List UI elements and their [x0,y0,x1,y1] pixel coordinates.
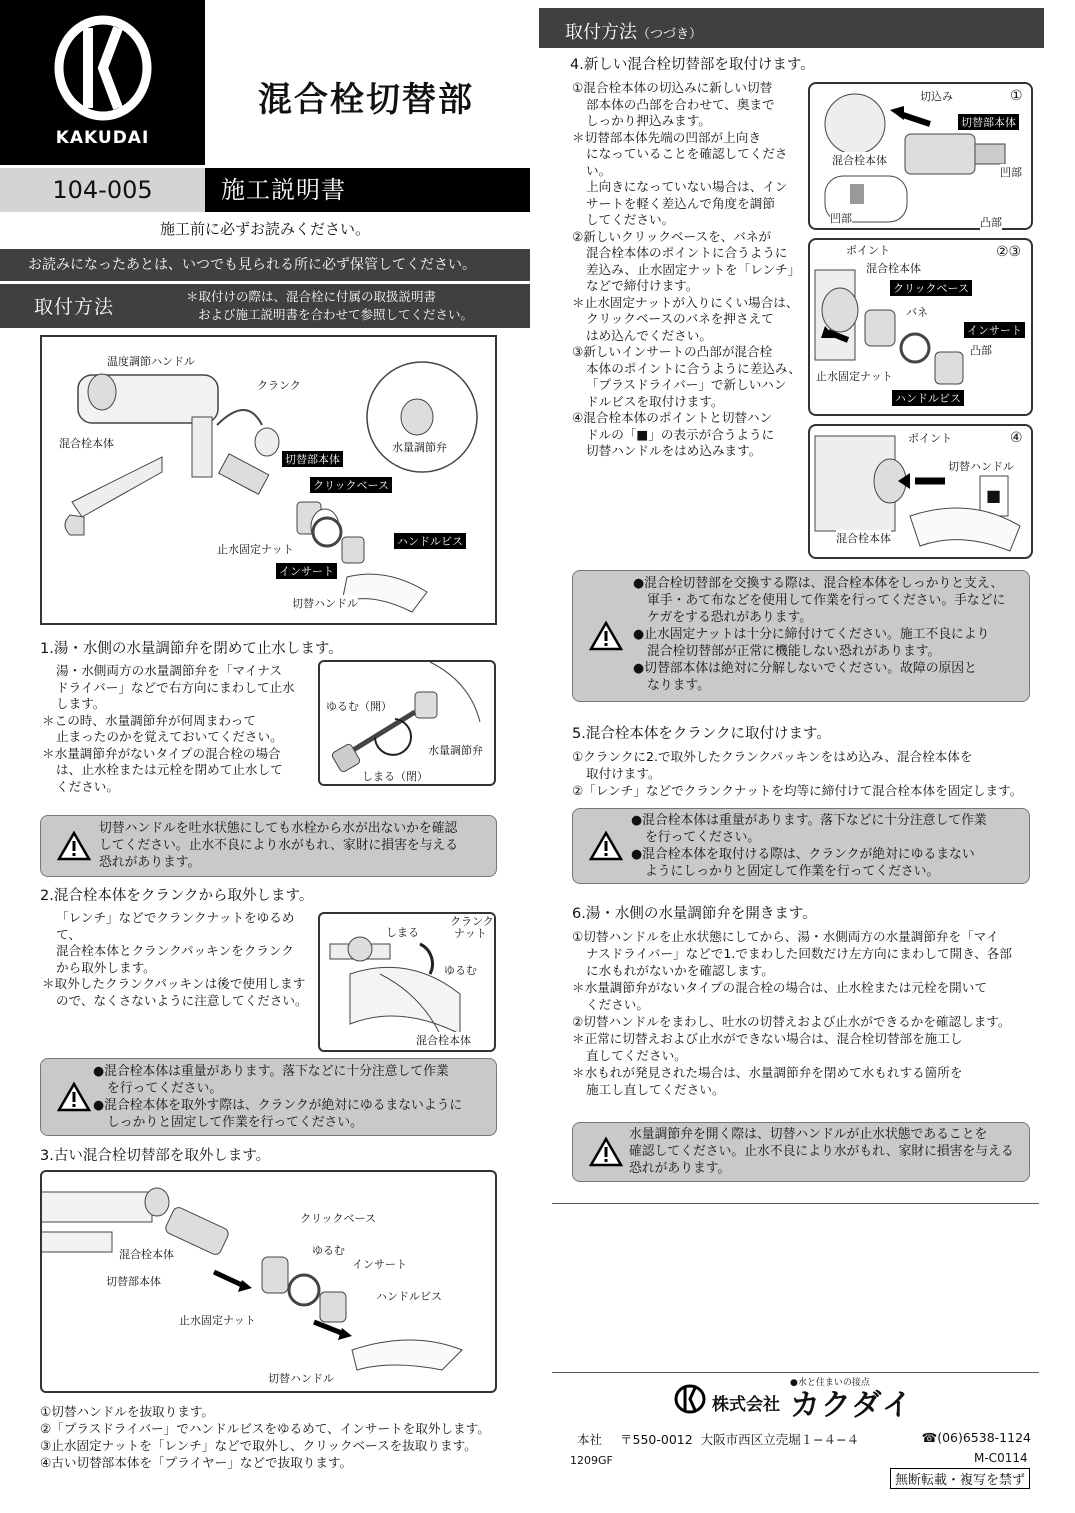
label-body: 混合栓本体 [416,1034,471,1047]
footer-address: 大阪市西区立売堀１−４−４ [700,1432,860,1447]
step6-text: ①切替ハンドルを止水状態にしてから、湯・水側両方の水量調節弁を「マイ ナスドライバー」などで1.でまわした回数だけ左方向にまわして開き、各部 に水もれがないかを確認します。 ＊水量調節弁がないタイプの混合栓の場合は、止水栓または元栓を開いて ください。 ②切替ハンドルをまわし、吐水の切替えおよび止水ができるかを確認します。 ＊正常に切替えおよび止水ができない場合は、混合栓切替部を施工し 直してください。 ＊水もれが発見された場合は、水量調節弁を閉めて水もれする箇所を 施工し直してください。 [572,929,1012,1097]
footer-version: 1209GF [570,1454,613,1467]
handle-mark: ■ [986,486,1002,505]
label-loosen: ゆるむ [444,964,477,977]
step4-figure-1 [808,82,1033,230]
label-recess-2: 凹部 [830,212,852,225]
step1-text: 湯・水側両方の水量調節弁を「マイナス ドライバー」などで右方向にまわして止水 します。 ＊この時、水量調節弁が何周まわって 止まったのかを覚えておいてください。 ＊水量調節弁がないタイプの混合栓の場合 は、止水栓または元栓を閉めて止水して ください。 [42,663,295,794]
label-body: 混合栓本体 [866,262,921,275]
step2-figure [318,912,496,1052]
warning-icon [57,831,91,861]
label-body: 混合栓本体 [832,154,887,167]
footer-company: カクダイ [790,1388,913,1423]
label-insert: インサート [352,1258,407,1271]
overview-diagram [40,335,497,625]
footer-hq: 本社 [577,1432,603,1447]
step3-title: 3.古い混合栓切替部を取外します。 [40,1148,271,1164]
footer-doc-code: M-C0114 [974,1451,1028,1465]
footer-company-prefix: 株式会社 [712,1395,780,1415]
warning-icon [589,1137,623,1167]
kakudai-logo-icon [0,0,205,130]
right-header-label: 取付方法 [565,22,637,43]
label-notch: 切込み [920,90,953,103]
doc-type: 施工説明書 [205,168,530,212]
kakudai-footer-logo-icon [672,1384,708,1414]
step2-title: 2.混合栓本体をクランクから取外します。 [40,888,314,904]
label-loosen: ゆるむ（開） [326,700,392,713]
label-tighten: しまる（閉） [362,770,428,783]
install-section-bar [0,284,530,328]
step1-warning: 切替ハンドルを吐水状態にしても水栓から水が出ないかを確認 してください。止水不良により水がもれ、家財に損害を与える 恐れがあります。 [40,815,497,877]
label-boss: 凸部 [980,216,1002,229]
label-body: 混合栓本体 [119,1248,174,1261]
label-handle: 切替ハンドル [948,460,1014,473]
step4-warning: ●混合栓切替部を交換する際は、混合栓本体をしっかりと支え、 軍手・あて布などを使用して作業を行ってください。手などに ケガをする恐れがあります。 ●止水固定ナットは十分に締付けてください。施工不良により 混合栓切替部が正常に機能しない恐れがあります。 ●切替部本体は絶対に分解しないでください。故障の原因と なります。 [572,570,1030,702]
label-boss: 凸部 [970,344,992,357]
label-point: ポイント [908,432,952,445]
label-crank: クランク [257,379,301,392]
step3-figure [40,1170,497,1393]
footer-phone: ☎(06)6538-1124 [921,1430,1031,1445]
step5-warning: ●混合栓本体は重量があります。落下などに十分注意して作業 を行ってください。 ●混合栓本体を取付ける際は、クランクが絶対にゆるまない ようにしっかりと固定して作業を行ってください。 [572,808,1030,884]
step4-title: 4.新しい混合栓切替部を取付けます。 [570,57,815,73]
label-temp-handle: 温度調節ハンドル [107,355,195,368]
footer-tagline: ●水と住まいの接点 [790,1378,870,1388]
label-click-base: クリックベース [300,1212,377,1225]
divider-top [552,1203,1039,1204]
divider-bottom [552,1372,1039,1373]
label-switch-handle: 切替ハンドル [268,1372,334,1385]
label-cartridge: 切替部本体 [282,451,343,467]
label-spring: バネ [906,306,928,319]
label-tighten: しまる [386,926,419,939]
footer-postal: 〒550-0012 [620,1432,693,1447]
brand-name: KAKUDAI [55,128,150,148]
label-point: ポイント [846,244,890,257]
label-loosen: ゆるむ [312,1244,345,1257]
install-note: ＊取付けの際は、混合栓に付属の取扱説明書 および施工説明書を合わせて参照してください。 [186,289,474,322]
label-valve: 水量調節弁 [428,744,483,757]
install-label: 取付方法 [34,296,115,318]
step6-title: 6.湯・水側の水量調節弁を開きます。 [572,906,817,922]
label-crank-nut: クランク ナット [450,915,494,940]
right-header-sub: （つづき） [637,27,703,42]
label-nut: 止水固定ナット [816,370,893,383]
warning-icon [589,621,623,651]
step6-warning: 水量調節弁を開く際は、切替ハンドルが止水状態であることを 確認してください。止水不良により水がもれ、家財に損害を与える 恐れがあります。 [572,1122,1030,1182]
label-nut: 止水固定ナット [179,1314,256,1327]
label-recess: 凹部 [1000,166,1022,179]
step2-warning: ●混合栓本体は重量があります。落下などに十分注意して作業 を行ってください。 ●混合栓本体を取外す際は、クランクが絶対にゆるまないように しっかりと固定して作業を行ってください。 [40,1058,497,1136]
label-body: 混合栓本体 [59,437,114,450]
label-body: 混合栓本体 [836,532,891,545]
product-code: 104-005 [0,168,205,212]
keep-notice: お読みになったあとは、いつでも見られる所に必ず保管してください。 [0,249,530,281]
label-click-base: クリックベース [310,477,392,493]
label-nut: 止水固定ナット [217,543,294,556]
label-num: ① [1010,88,1023,104]
label-handle-screw: ハンドルビス [394,533,466,549]
label-num: ②③ [996,244,1022,260]
footer-address-line [577,1430,1037,1448]
label-switch-handle: 切替ハンドル [292,597,358,610]
page-title: 混合栓切替部 [258,80,474,120]
footer-copyright: 無断転載・複写を禁ず [890,1468,1030,1489]
warning-icon [589,831,623,861]
step4-text: ①混合栓本体の切込みに新しい切替 部本体の凸部を合わせて、奥まで しっかり押込みます。 ＊切替部本体先端の凹部が上向き になっていることを確認してください。 上向きになっていない場合は、イン サートを軽く差込んで角度を調節 してください。 ②新しいクリックベースを、バネが 混合栓本体のポイントに合うように 差込み、止水固定ナットを「レンチ」 などで締付けます。 ＊止水固定ナットが入りにくい場合は、 クリックベースのバネを押さえて はめ込んでください。 ③新しいインサートの凸部が混合栓 本体のポイントに合うように差込み、 「プラスドライバー」で新しいハン ドルビスを取付けます。 ④混合栓本体のポイントと切替ハン ドルの「■」の表示が合うように 切替ハンドルをはめ込みます。 [572,80,801,458]
warning-icon [57,1082,91,1112]
label-handle-screw: ハンドルビス [376,1290,442,1303]
step1-title: 1.湯・水側の水量調節弁を閉めて止水します。 [40,641,343,657]
step4-figure-4 [808,424,1033,559]
label-insert: インサート [276,563,337,579]
step1-figure [318,660,496,786]
step2-text: 「レンチ」などでクランクナットをゆるめて、 混合栓本体とクランクパッキンをクランク から取外します。 ＊取外したクランクパッキンは後で使用します ので、なくさないように注意してください。 [42,910,308,1008]
label-handle-screw: ハンドルビス [892,390,964,406]
read-before-notice: 施工前に必ずお読みください。 [159,220,370,238]
label-click-base: クリックベース [890,280,972,296]
step5-text: ①クランクに2.で取外したクランクパッキンをはめ込み、混合栓本体を 取付けます。 ②「レンチ」などでクランクナットを均等に締付けて混合栓本体を固定します。 [572,749,1023,798]
label-cartridge: 切替部本体 [106,1275,161,1288]
step4-figure-23 [808,238,1033,416]
step3-text: ①切替ハンドルを抜取ります。 ②「プラスドライバー」でハンドルビスをゆるめて、インサートを取外します。 ③止水固定ナットを「レンチ」などで取外し、クリックベースを抜取ります。 ④古い切替部本体を「プライヤー」などで抜取ります。 [40,1404,490,1470]
label-cartridge: 切替部本体 [958,114,1019,130]
label-num: ④ [1010,430,1023,446]
label-insert: インサート [964,322,1025,338]
step5-title: 5.混合栓本体をクランクに取付けます。 [572,726,831,742]
label-water-valve: 水量調節弁 [392,441,447,454]
right-section-bar [539,8,1044,48]
